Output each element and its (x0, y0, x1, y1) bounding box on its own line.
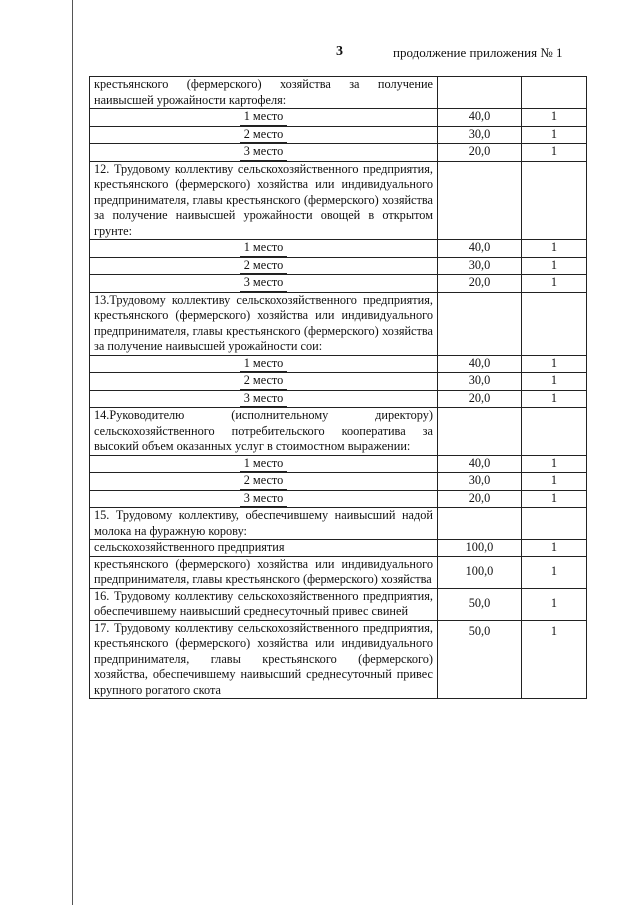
table-row (90, 455, 587, 473)
place-label: 2 место (240, 473, 288, 490)
place-cell (90, 390, 438, 408)
prize-amount-cell: 20,0 (438, 144, 522, 162)
place-label: 1 место (240, 240, 288, 257)
place-label: 2 место (240, 373, 288, 390)
place-cell (90, 275, 438, 293)
nomination-description: 16. Трудовому коллективу сельскохозяйственного предприятия, обеспечившему наивысший среднесуточный привес свиней (90, 588, 438, 620)
awards-table-body (90, 77, 587, 699)
place-label: 3 место (240, 491, 288, 508)
place-cell (90, 257, 438, 275)
prize-amount-cell: 30,0 (438, 373, 522, 391)
prize-count-cell: 1 (522, 556, 587, 588)
nomination-description: 12. Трудовому коллективу сельскохозяйственного предприятия, крестьянского (фермерского) хозяйства или индивидуального предпринимателя, главы крестьянского (фермерского) хозяйства за получение наивысшей урожайности овощей в открытом грунте: (90, 161, 438, 240)
prize-amount-cell (438, 161, 522, 240)
table-row (90, 508, 587, 540)
nomination-description: 13.Трудовому коллективу сельскохозяйственного предприятия, крестьянского (фермерского) хозяйства или индивидуального предпринимателя, главы крестьянского (фермерского) хозяйства за получение наивысшей урожайности сои: (90, 292, 438, 355)
nomination-description: 15. Трудовому коллективу, обеспечившему наивысший надой молока на фуражную корову: (90, 508, 438, 540)
page-header (0, 44, 640, 64)
prize-count-cell: 1 (522, 144, 587, 162)
table-row (90, 473, 587, 491)
place-label: 3 место (240, 275, 288, 292)
prize-count-cell (522, 77, 587, 109)
prize-amount-cell: 30,0 (438, 126, 522, 144)
prize-amount-cell: 30,0 (438, 257, 522, 275)
table-row (90, 292, 587, 355)
table-row (90, 257, 587, 275)
place-cell (90, 109, 438, 127)
prize-count-cell: 1 (522, 275, 587, 293)
table-row (90, 556, 587, 588)
table-row (90, 355, 587, 373)
page-margin-line (72, 0, 73, 905)
prize-count-cell: 1 (522, 257, 587, 275)
place-cell (90, 455, 438, 473)
place-label: 3 место (240, 391, 288, 408)
place-label: 1 место (240, 456, 288, 473)
table-row (90, 373, 587, 391)
prize-count-cell: 1 (522, 355, 587, 373)
nomination-description: сельскохозяйственного предприятия (90, 540, 438, 557)
prize-amount-cell (438, 292, 522, 355)
prize-count-cell: 1 (522, 373, 587, 391)
table-row (90, 77, 587, 109)
prize-amount-cell: 50,0 (438, 620, 522, 699)
place-label: 1 место (240, 356, 288, 373)
table-row (90, 490, 587, 508)
table-row (90, 540, 587, 557)
prize-count-cell: 1 (522, 126, 587, 144)
table-row (90, 144, 587, 162)
place-cell (90, 355, 438, 373)
place-cell (90, 144, 438, 162)
prize-amount-cell (438, 408, 522, 456)
prize-count-cell: 1 (522, 473, 587, 491)
prize-count-cell: 1 (522, 455, 587, 473)
prize-count-cell: 1 (522, 540, 587, 557)
prize-count-cell (522, 161, 587, 240)
prize-amount-cell: 40,0 (438, 240, 522, 258)
place-cell (90, 240, 438, 258)
prize-amount-cell: 40,0 (438, 455, 522, 473)
nomination-description: 17. Трудовому коллективу сельскохозяйственного предприятия, крестьянского (фермерского) хозяйства или индивидуального предпринимателя, главы крестьянского (фермерского) хозяйства, обеспечившему наивысший среднесуточный привес крупного рогатого скота (90, 620, 438, 699)
place-label: 3 место (240, 144, 288, 161)
prize-amount-cell (438, 77, 522, 109)
prize-count-cell: 1 (522, 620, 587, 699)
prize-count-cell: 1 (522, 390, 587, 408)
prize-count-cell: 1 (522, 109, 587, 127)
prize-amount-cell: 20,0 (438, 490, 522, 508)
prize-amount-cell: 100,0 (438, 540, 522, 557)
place-label: 1 место (240, 109, 288, 126)
table-row (90, 620, 587, 699)
nomination-description: крестьянского (фермерского) хозяйства за получение наивысшей урожайности картофеля: (90, 77, 438, 109)
table-row (90, 240, 587, 258)
appendix-continuation-title: продолжение приложения № 1 (393, 45, 563, 60)
prize-count-cell (522, 408, 587, 456)
prize-count-cell: 1 (522, 588, 587, 620)
prize-count-cell (522, 292, 587, 355)
table-row (90, 588, 587, 620)
table-row (90, 275, 587, 293)
prize-count-cell (522, 508, 587, 540)
nomination-description: 14.Руководителю (исполнительному директору) сельскохозяйственного потребительского кооператива за высокий объем оказанных услуг в стоимостном выражении: (90, 408, 438, 456)
prize-amount-cell: 100,0 (438, 556, 522, 588)
prize-count-cell: 1 (522, 490, 587, 508)
prize-count-cell: 1 (522, 240, 587, 258)
place-cell (90, 490, 438, 508)
table-row (90, 390, 587, 408)
table-row (90, 408, 587, 456)
prize-amount-cell: 30,0 (438, 473, 522, 491)
table-row (90, 126, 587, 144)
place-label: 2 место (240, 258, 288, 275)
prize-amount-cell: 40,0 (438, 355, 522, 373)
prize-amount-cell: 20,0 (438, 275, 522, 293)
table-row (90, 109, 587, 127)
awards-table (89, 76, 587, 699)
table-row (90, 161, 587, 240)
place-cell (90, 473, 438, 491)
prize-amount-cell (438, 508, 522, 540)
place-label: 2 место (240, 127, 288, 144)
prize-amount-cell: 20,0 (438, 390, 522, 408)
nomination-description: крестьянского (фермерского) хозяйства или индивидуального предпринимателя, главы крестьянского (фермерского) хозяйства (90, 556, 438, 588)
prize-amount-cell: 40,0 (438, 109, 522, 127)
prize-amount-cell: 50,0 (438, 588, 522, 620)
place-cell (90, 126, 438, 144)
place-cell (90, 373, 438, 391)
page-number: 3 (336, 44, 343, 59)
